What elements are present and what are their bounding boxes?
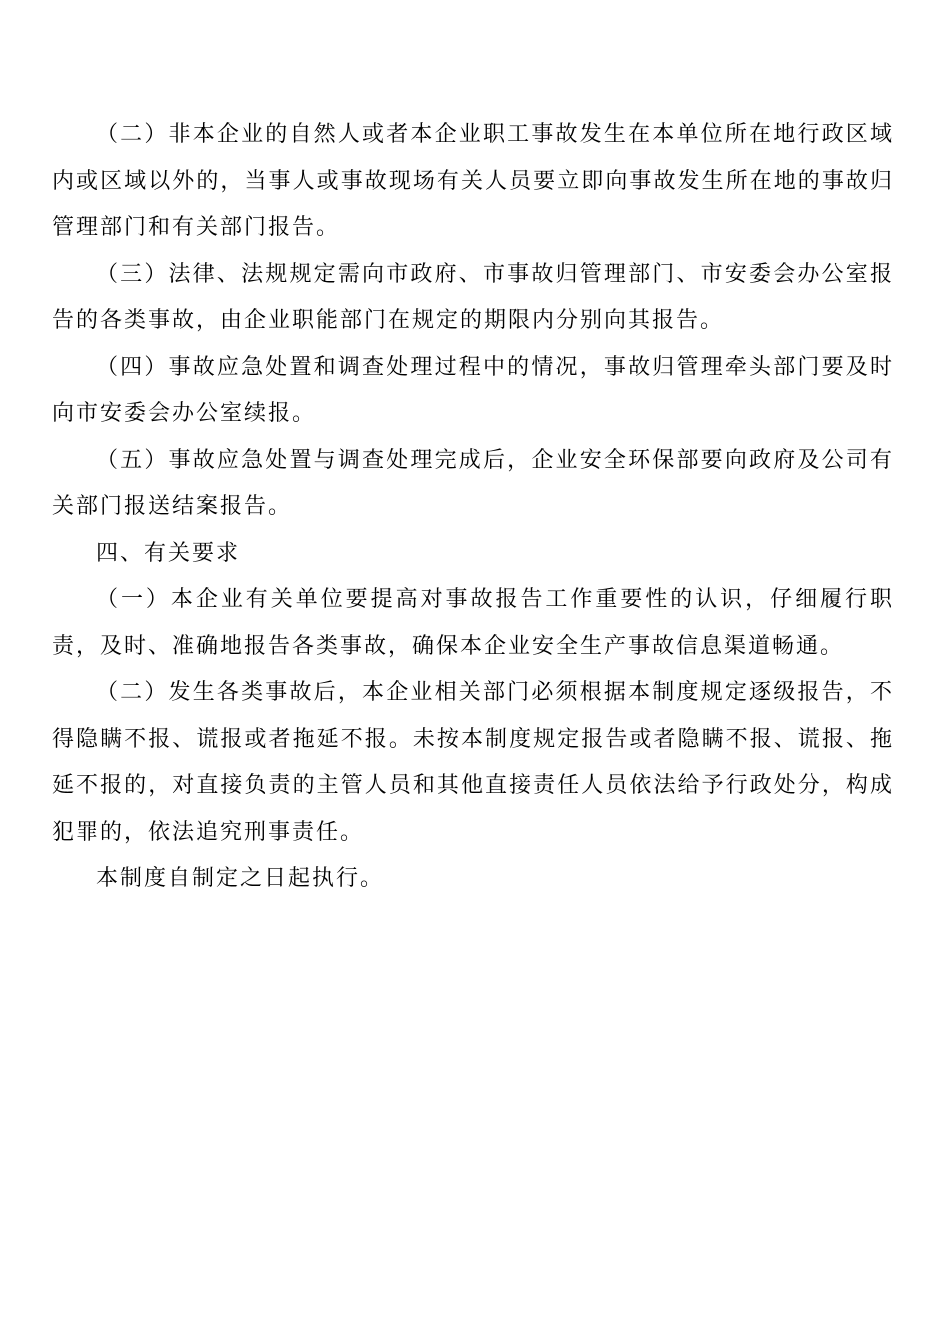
- paragraph-requirement-awareness: （一）本企业有关单位要提高对事故报告工作重要性的认识，仔细履行职责，及时、准确地报告各类事故，确保本企业安全生产事故信息渠道畅通。: [52, 587, 894, 659]
- paragraph-closing-report: （五）事故应急处置与调查处理完成后，企业安全环保部要向政府及公司有关部门报送结案报告。: [52, 447, 894, 519]
- document-body: [52, 112, 894, 903]
- paragraph-reporting-outside-region: （二）非本企业的自然人或者本企业职工事故发生在本单位所在地行政区域内或区域以外的，当事人或事故现场有关人员要立即向事故发生所在地的事故归管理部门和有关部门报告。: [52, 122, 894, 240]
- paragraph-requirement-no-concealment: （二）发生各类事故后，本企业相关部门必须根据本制度规定逐级报告，不得隐瞒不报、谎报或者拖延不报。未按本制度规定报告或者隐瞒不报、谎报、拖延不报的，对直接负责的主管人员和其他直接责任人员依法给予行政处分，构成犯罪的，依法追究刑事责任。: [52, 680, 894, 845]
- paragraph-effective-date: 本制度自制定之日起执行。: [96, 866, 385, 891]
- section-heading-requirements: 四、有关要求: [96, 540, 241, 566]
- paragraph-reporting-legal-requirements: （三）法律、法规规定需向市政府、市事故归管理部门、市安委会办公室报告的各类事故，由企业职能部门在规定的期限内分别向其报告。: [52, 261, 894, 333]
- paragraph-follow-up-report: （四）事故应急处置和调查处理过程中的情况，事故归管理牵头部门要及时向市安委会办公室续报。: [52, 354, 894, 426]
